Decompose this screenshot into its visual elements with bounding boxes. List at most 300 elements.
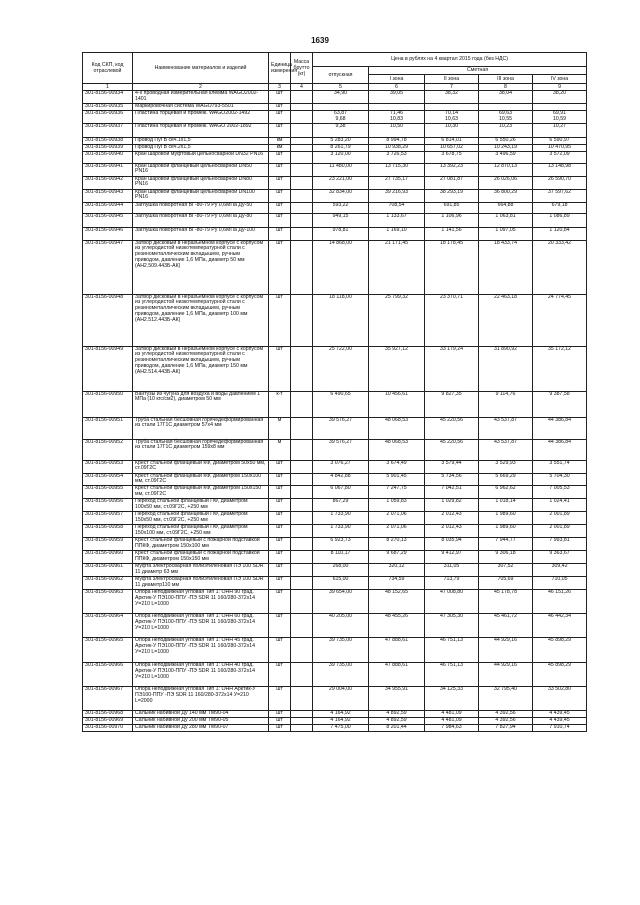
item-code: 301-8156-00951 [83, 417, 133, 439]
item-price-zone-4: 33 502,80 [533, 686, 587, 710]
item-price-zone-2: 691,85 [425, 202, 479, 213]
item-price-zone-3: 44 929,16 [479, 637, 533, 662]
item-mass [291, 391, 313, 417]
item-name: Сальник набивной Ду 280 мм ТМ90-07 [133, 724, 269, 731]
table-row [83, 576, 587, 589]
item-price-zone-1: 10 456,61 [369, 391, 425, 417]
item-price-zone-4: 4 439,45 [533, 717, 587, 724]
column-number: 3 [269, 84, 291, 91]
item-price-zone-1: 708,54 [369, 202, 425, 213]
item-release-price: 6 067,80 [313, 486, 369, 499]
item-release-price: 593,22 [313, 202, 369, 213]
item-unit: шт [269, 724, 291, 731]
item-mass [291, 163, 313, 176]
table-row [83, 391, 587, 417]
item-price-zone-1: 47 888,61 [369, 662, 425, 686]
item-unit: шт [269, 110, 291, 123]
item-release-price: 39 576,27 [313, 417, 369, 439]
item-price-zone-2: 47 305,30 [425, 613, 479, 637]
item-code: 301-8156-00956 [83, 499, 133, 512]
item-price-zone-2: 45 220,56 [425, 417, 479, 439]
item-price-zone-3: 36 800,29 [479, 189, 533, 202]
item-mass [291, 240, 313, 294]
item-mass [291, 717, 313, 724]
item-price-zone-4: 69,91 10,59 [533, 110, 587, 123]
item-price-zone-3: 3 496,59 [479, 151, 533, 163]
item-mass [291, 486, 313, 499]
item-price-zone-4: 1 120,84 [533, 227, 587, 240]
item-price-zone-1: 47 888,61 [369, 637, 425, 662]
item-name: Заглушка поворотная ВГ-80-79 Ру 0,6МПа Ду-100 [133, 227, 269, 240]
item-mass [291, 537, 313, 550]
item-unit: шт [269, 240, 291, 294]
item-code: 301-8156-00954 [83, 473, 133, 486]
item-price-zone-2: 6 814,01 [425, 137, 479, 144]
item-price-zone-4: 9 363,67 [533, 550, 587, 563]
item-price-zone-4: 44 386,84 [533, 417, 587, 439]
item-price-zone-4: 679,18 [533, 202, 587, 213]
table-row [83, 202, 587, 213]
table-row [83, 589, 587, 613]
item-price-zone-2: 5 734,56 [425, 473, 479, 486]
item-price-zone-1: 7 247,75 [369, 486, 425, 499]
item-code: 301-8156-00937 [83, 123, 133, 137]
table-row [83, 417, 587, 439]
item-name: Опора неподвижная угловая Тип 1: ОНН 60 град. Арктик-У ПЭ100-ППУ -ПЭ SDR 11 160/280-372х14 У=210 L=1000 [133, 613, 269, 637]
item-name: Маркировочная система WAGO793-5501 [133, 104, 269, 111]
item-mass [291, 460, 313, 473]
item-mass [291, 213, 313, 227]
item-mass [291, 110, 313, 123]
item-price-zone-2: 4 481,09 [425, 717, 479, 724]
item-code: 301-8156-00936 [83, 110, 133, 123]
table-row [83, 499, 587, 512]
column-number: 1 [83, 84, 133, 91]
item-price-zone-2: 3 678,75 [425, 151, 479, 163]
table-row [83, 686, 587, 710]
item-price-zone-4: 20 333,42 [533, 240, 587, 294]
item-unit: шт [269, 499, 291, 512]
item-unit: шт [269, 227, 291, 240]
item-code: 301-8156-00950 [83, 391, 133, 417]
item-price-zone-1: 4 892,59 [369, 710, 425, 717]
item-price-zone-3: 9 306,18 [479, 550, 533, 563]
item-price-zone-2: 33 179,24 [425, 346, 479, 391]
item-price-zone-4: 1 024,41 [533, 499, 587, 512]
item-price-zone-3: 7 827,94 [479, 724, 533, 731]
table-row [83, 613, 587, 637]
item-unit: шт [269, 213, 291, 227]
column-number: 2 [133, 84, 269, 91]
item-release-price: 40 205,00 [313, 613, 369, 637]
item-price-zone-4: 13 148,98 [533, 163, 587, 176]
item-price-zone-2: 34 125,33 [425, 686, 479, 710]
item-price-zone-4: 3 572,09 [533, 151, 587, 163]
item-price-zone-3: 3 529,93 [479, 460, 533, 473]
item-price-zone-3: 18 433,74 [479, 240, 533, 294]
price-table-body [83, 91, 587, 731]
item-release-price: 268,00 [313, 563, 369, 576]
item-price-zone-2: 7 984,63 [425, 724, 479, 731]
item-release-price: 25 722,00 [313, 346, 369, 391]
item-price-zone-3: 9 114,76 [479, 391, 533, 417]
item-price-zone-2: 70,14 10,63 [425, 110, 479, 123]
item-price-zone-2: 7 042,51 [425, 486, 479, 499]
column-number: 6 [369, 84, 425, 91]
item-code: 301-8156-00939 [83, 144, 133, 151]
item-code: 301-8156-00970 [83, 724, 133, 731]
item-price-zone-3: 32 795,40 [479, 686, 533, 710]
item-mass [291, 473, 313, 486]
item-price-zone-3: 6 550,26 [479, 137, 533, 144]
item-price-zone-3: 6 962,62 [479, 486, 533, 499]
item-price-zone-3: 1 063,81 [479, 213, 533, 227]
item-price-zone-1: 39,05 [369, 91, 425, 104]
table-row [83, 144, 587, 151]
table-row [83, 473, 587, 486]
item-release-price: 4 164,92 [313, 710, 369, 717]
item-release-price: 23 221,00 [313, 176, 369, 189]
item-price-zone-4: 7 910,74 [533, 724, 587, 731]
item-unit: шт [269, 576, 291, 589]
item-price-zone-3: 45 461,72 [479, 613, 533, 637]
item-price-zone-1: 5 901,45 [369, 473, 425, 486]
item-unit: км [269, 137, 291, 144]
table-row [83, 123, 587, 137]
item-price-zone-4: 44 386,84 [533, 439, 587, 460]
item-mass [291, 151, 313, 163]
item-code: 301-8156-00963 [83, 589, 133, 613]
item-price-zone-2: 9 412,97 [425, 550, 479, 563]
item-unit: шт [269, 176, 291, 189]
item-release-price: 4 842,88 [313, 473, 369, 486]
item-price-zone-1: 1 133,67 [369, 213, 425, 227]
item-price-zone-4: 38,20 [533, 91, 587, 104]
item-name: Вантузы из чугуна для воздуха и воды давлением 1 МПа (10 кгс/см2), диаметром 50 мм [133, 391, 269, 417]
item-price-zone-3: 69,63 10,55 [479, 110, 533, 123]
item-name: Провод ПуГВ сеч.2х1,5 [133, 144, 269, 151]
item-name: Крест стальной фланцевый с пожарной подставкой ППКФ, диаметром 150х150 мм [133, 550, 269, 563]
table-row [83, 550, 587, 563]
item-unit: шт [269, 662, 291, 686]
item-price-zone-2: 38,32 [425, 91, 479, 104]
item-mass [291, 202, 313, 213]
table-row [83, 486, 587, 499]
item-name: Крест стальной фланцевый КФ, диаметром 150х150 мм, ст.09Г2С [133, 486, 269, 499]
item-mass [291, 294, 313, 346]
item-name: Опора неподвижная угловая Тип 1: ОНН 40 град. Арктик-У ПЭ100-ППУ -ПЭ SDR 11 160/280-372х14 У=210 L=1000 [133, 662, 269, 686]
item-price-zone-1: 10 938,29 [369, 144, 425, 151]
item-unit: шт [269, 91, 291, 104]
item-price-zone-1: 13 715,30 [369, 163, 425, 176]
item-mass [291, 499, 313, 512]
item-name: Пластина торцевая и промеж. WAGO2002-1492 [133, 110, 269, 123]
item-price-zone-4: 46 151,26 [533, 589, 587, 613]
item-code: 301-8156-00965 [83, 637, 133, 662]
item-price-zone-4: 9 387,58 [533, 391, 587, 417]
item-price-zone-2: 713,79 [425, 576, 479, 589]
table-row [83, 91, 587, 104]
table-row [83, 151, 587, 163]
header-zone-1: I зона [369, 75, 425, 84]
item-price-zone-1: 48 152,65 [369, 589, 425, 613]
item-code: 301-8156-00969 [83, 717, 133, 724]
item-price-zone-2: 1 029,82 [425, 499, 479, 512]
item-price-zone-3: 1 097,05 [479, 227, 533, 240]
item-mass [291, 91, 313, 104]
item-release-price: 39 576,27 [313, 439, 369, 460]
item-price-zone-4: 24 774,45 [533, 294, 587, 346]
item-price-zone-1: 25 799,32 [369, 294, 425, 346]
item-price-zone-3: 44 929,16 [479, 662, 533, 686]
item-name: Заглушка поворотная ВГ-80-79 Ру 0,6МПа Ду-50 [133, 202, 269, 213]
item-name: Кран шаровой муфтовый цельносварной DN32 PN16 [133, 151, 269, 163]
item-release-price: 1 733,90 [313, 525, 369, 538]
item-unit: шт [269, 550, 291, 563]
item-price-zone-3: 5 669,29 [479, 473, 533, 486]
item-price-zone-4: 35 172,12 [533, 346, 587, 391]
item-price-zone-2: 8 035,94 [425, 537, 479, 550]
header-name: Наименование материалов и изделий [133, 53, 269, 84]
item-price-zone-3: 38,04 [479, 91, 533, 104]
item-price-zone-2: 38 293,19 [425, 189, 479, 202]
header-unit: Единица измерения [269, 53, 291, 84]
item-unit: шт [269, 189, 291, 202]
item-code: 301-8156-00964 [83, 613, 133, 637]
item-mass [291, 144, 313, 151]
table-row [83, 176, 587, 189]
item-price-zone-2: 311,05 [425, 563, 479, 576]
item-code: 301-8156-00947 [83, 240, 133, 294]
table-row [83, 662, 587, 686]
item-mass [291, 589, 313, 613]
table-row [83, 439, 587, 460]
item-unit: шт [269, 460, 291, 473]
item-price-zone-2: 47 008,80 [425, 589, 479, 613]
item-price-zone-3: 10,23 [479, 123, 533, 137]
item-name: Сальник набивной Ду 140 мм ТМ90-04 [133, 710, 269, 717]
item-price-zone-1: 2 071,06 [369, 512, 425, 525]
item-mass [291, 576, 313, 589]
item-mass [291, 637, 313, 662]
item-unit: шт [269, 710, 291, 717]
table-row [83, 227, 587, 240]
item-price-zone-4: 710,05 [533, 576, 587, 589]
item-mass [291, 123, 313, 137]
item-name: Труба стальная бесшовная горячедеформированная из стали 17Г1С диаметром 57х4 мм [133, 417, 269, 439]
item-price-zone-4: 45 898,29 [533, 637, 587, 662]
item-name: Пластина торцевая и промеж. WAGO 2002-1892 [133, 123, 269, 137]
item-code: 301-8156-00934 [83, 91, 133, 104]
item-code: 301-8156-00942 [83, 176, 133, 189]
item-release-price: 8 110,17 [313, 550, 369, 563]
item-name: Переход стальной фланцевый ПФ, диаметром 100х50 мм, ст.09Г2С, +250 мм [133, 499, 269, 512]
item-mass [291, 710, 313, 717]
item-price-zone-1: 8 201,44 [369, 724, 425, 731]
item-price-zone-3: 43 537,87 [479, 439, 533, 460]
item-code: 301-8156-00967 [83, 686, 133, 710]
item-price-zone-1: 1 059,83 [369, 499, 425, 512]
item-name: Опора неподвижная угловая Тип 1: ОНН 90 град. Арктик-У ПЭ100-ППУ -ПЭ SDR 11 160/280-372х14 У=210 L=1000 [133, 589, 269, 613]
table-row [83, 637, 587, 662]
item-price-zone-1: 734,59 [369, 576, 425, 589]
header-code: Код СКП, код отраслевой [83, 53, 133, 84]
item-unit: к-т [269, 391, 291, 417]
item-price-zone-4: 26 590,70 [533, 176, 587, 189]
item-price-zone-4: 4 439,45 [533, 710, 587, 717]
item-mass [291, 227, 313, 240]
item-mass [291, 724, 313, 731]
item-mass [291, 550, 313, 563]
item-price-zone-2: 18 178,45 [425, 240, 479, 294]
column-number: 9 [533, 84, 587, 91]
item-release-price: 63,87 9,68 [313, 110, 369, 123]
item-unit: шт [269, 163, 291, 176]
item-unit: шт [269, 473, 291, 486]
item-release-price: 949,15 [313, 213, 369, 227]
table-row [83, 563, 587, 576]
item-price-zone-3: 4 392,56 [479, 710, 533, 717]
item-name: Кран шаровой фланцевый цельносварной DN100 PN16 [133, 189, 269, 202]
item-price-zone-3: 45 178,78 [479, 589, 533, 613]
item-release-price: 39 654,00 [313, 589, 369, 613]
page-number: 1639 [311, 36, 329, 45]
table-row [83, 110, 587, 123]
item-code: 301-8156-00953 [83, 460, 133, 473]
item-name: Кран шаровой фланцевый цельносварной DN50 PN16 [133, 163, 269, 176]
item-unit: шт [269, 686, 291, 710]
table-row [83, 525, 587, 538]
item-price-zone-4: 45 898,29 [533, 662, 587, 686]
header-zone-3: III зона [479, 75, 533, 84]
item-release-price: 978,81 [313, 227, 369, 240]
item-unit: шт [269, 717, 291, 724]
item-price-zone-4: 10 470,95 [533, 144, 587, 151]
item-price-zone-3: 31 890,92 [479, 346, 533, 391]
item-release-price: 32 834,00 [313, 189, 369, 202]
item-price-zone-4: 46 442,34 [533, 613, 587, 637]
item-price-zone-4: 1 086,89 [533, 213, 587, 227]
item-release-price: 9,38 [313, 123, 369, 137]
item-price-zone-2: 2 012,43 [425, 512, 479, 525]
item-name: Крест стальной фланцевый КФ, диаметром 50х50 мм, ст.09Г2С [133, 460, 269, 473]
item-release-price: 5 283,20 [313, 137, 369, 144]
item-price-zone-3: 1 989,60 [479, 512, 533, 525]
item-release-price: 11 480,00 [313, 163, 369, 176]
item-price-zone-1: 3 726,53 [369, 151, 425, 163]
item-price-zone-2: 3 579,44 [425, 460, 479, 473]
item-release-price: 29 004,00 [313, 686, 369, 710]
item-price-zone-2: 10,30 [425, 123, 479, 137]
item-name: Переход стальной фланцевый ПФ, диаметром 150х50 мм, ст.09Г2С, +250 мм [133, 512, 269, 525]
item-price-zone-1: 10,50 [369, 123, 425, 137]
item-price-zone-3: 22 463,18 [479, 294, 533, 346]
item-mass [291, 512, 313, 525]
item-price-zone-1: 320,12 [369, 563, 425, 576]
item-code: 301-8156-00955 [83, 486, 133, 499]
item-price-zone-1: 71,46 10,83 [369, 110, 425, 123]
item-code: 301-8156-00940 [83, 151, 133, 163]
item-unit: шт [269, 123, 291, 137]
item-price-zone-4: 309,42 [533, 563, 587, 576]
header-mass: Масса брутто (кг) [291, 53, 313, 84]
table-row [83, 163, 587, 176]
item-name: Муфта электросварная полиэтиленовая ПЭ 100 SDR 11 диаметр 63 мм [133, 563, 269, 576]
item-release-price: 14 868,00 [313, 240, 369, 294]
item-mass [291, 662, 313, 686]
item-name: 4-х проводная измерительная клемма WAGO2002-1401 [133, 91, 269, 104]
item-unit: км [269, 144, 291, 151]
item-code: 301-8156-00957 [83, 512, 133, 525]
item-name: Заглушка поворотная ВГ-80-79 Ру 0,6МПа Ду-80 [133, 213, 269, 227]
item-price-zone-1: 48 068,53 [369, 439, 425, 460]
item-unit: шт [269, 537, 291, 550]
header-price-group: Цена в рублях на 4 квартал 2015 года (без НДС) [313, 53, 587, 67]
item-price-zone-2: 46 751,13 [425, 637, 479, 662]
item-name: Провод ПуГВ сеч.1х1,5 [133, 137, 269, 144]
item-release-price: 4 164,92 [313, 717, 369, 724]
item-unit: шт [269, 202, 291, 213]
column-number: 7 [425, 84, 479, 91]
item-name: Кран шаровой фланцевый цельносварной DN80 PN16 [133, 176, 269, 189]
item-price-zone-4: 10,27 [533, 123, 587, 137]
item-price-zone-3: 7 944,77 [479, 537, 533, 550]
item-name: Затвор дисковый в неразъемном корпусе с корпусом из углеродистой низкотемпературной стали с резинометаллическим вкладышем, ручным приводом, давление 1,6 МПа, диаметр 150 мм (АН2.514.443Б-АК) [133, 346, 269, 391]
item-unit: шт [269, 151, 291, 163]
item-price-zone-4: 7 993,81 [533, 537, 587, 550]
item-unit: шт [269, 346, 291, 391]
item-price-zone-1: 35 927,12 [369, 346, 425, 391]
item-price-zone-3: 1 018,14 [479, 499, 533, 512]
item-unit: шт [269, 525, 291, 538]
item-mass [291, 417, 313, 439]
item-price-zone-3: 4 392,56 [479, 717, 533, 724]
item-mass [291, 189, 313, 202]
item-code: 301-8156-00958 [83, 525, 133, 538]
item-code: 301-8156-00935 [83, 104, 133, 111]
item-price-zone-2: 4 481,09 [425, 710, 479, 717]
item-unit: шт [269, 563, 291, 576]
item-unit: м [269, 439, 291, 460]
item-price-zone-1: 2 071,06 [369, 525, 425, 538]
item-price-zone-4: 7 005,53 [533, 486, 587, 499]
item-price-zone-3: 10 243,19 [479, 144, 533, 151]
table-row [83, 240, 587, 294]
item-price-zone-4: 6 590,97 [533, 137, 587, 144]
item-name: Затвор дисковый в неразъемном корпусе с корпусом из углеродистой низкотемпературной стали с резинометаллическим вкладышем, ручным приводом, давление 1,6 МПа, диаметр 50 мм (АН2.509.443Б-АК) [133, 240, 269, 294]
item-price-zone-4: 2 001,89 [533, 525, 587, 538]
item-unit: м [269, 417, 291, 439]
item-price-zone-2: 10 657,02 [425, 144, 479, 151]
item-price-zone-2: 9 827,35 [425, 391, 479, 417]
item-mass [291, 137, 313, 144]
item-price-zone-1: 1 169,10 [369, 227, 425, 240]
item-price-zone-1: 34 955,91 [369, 686, 425, 710]
item-price-zone-2: 27 081,87 [425, 176, 479, 189]
item-price-zone-4: 2 001,89 [533, 512, 587, 525]
item-name: Переход стальной фланцевый ПФ, диаметром 150х100 мм, ст.09Г2С, +250 мм [133, 525, 269, 538]
item-release-price: 39 735,00 [313, 637, 369, 662]
item-release-price: 7 475,00 [313, 724, 369, 731]
item-unit: шт [269, 613, 291, 637]
item-unit: шт [269, 589, 291, 613]
item-unit: шт [269, 294, 291, 346]
item-unit: шт [269, 104, 291, 111]
item-price-zone-1: 8 994,78 [369, 137, 425, 144]
item-price-zone-2: 1 106,96 [425, 213, 479, 227]
item-code: 301-8156-00962 [83, 576, 133, 589]
item-code: 301-8156-00968 [83, 710, 133, 717]
